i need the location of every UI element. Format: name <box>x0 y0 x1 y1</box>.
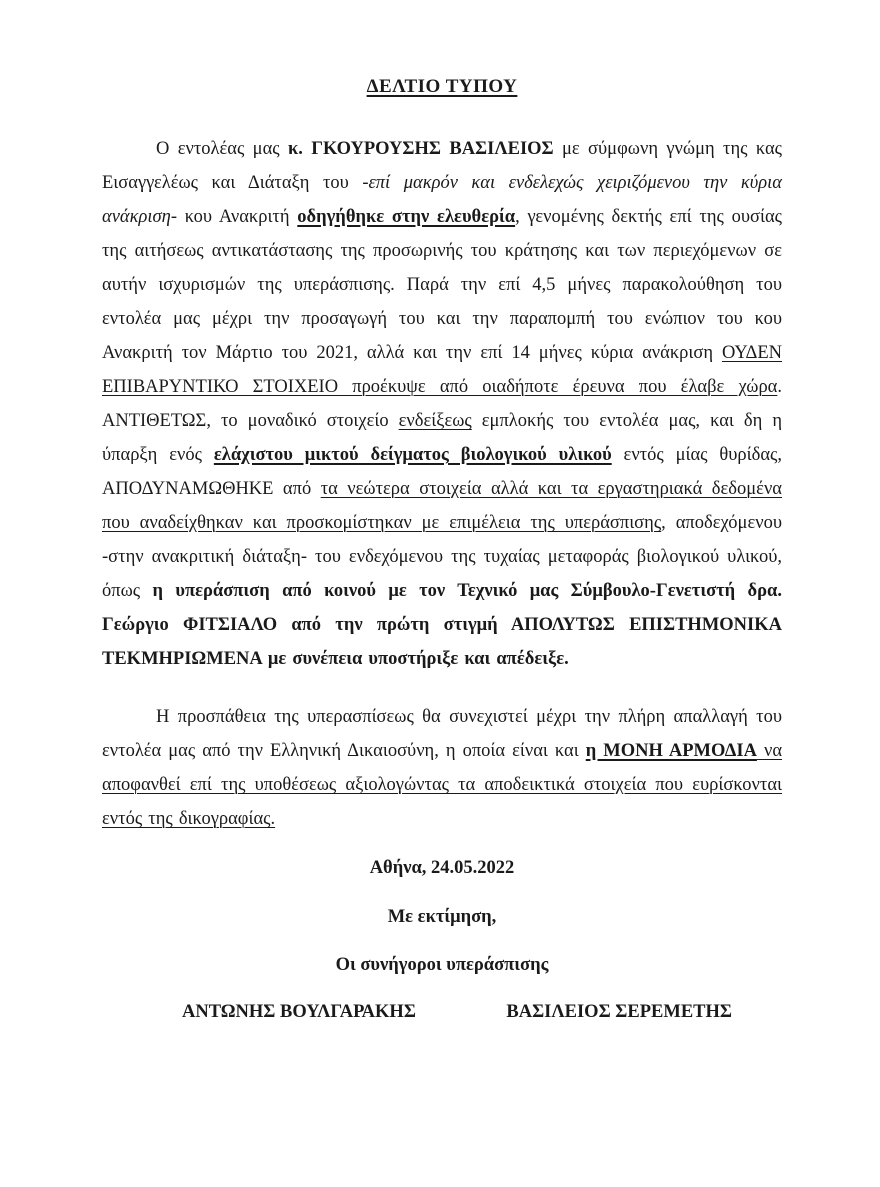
p1-text-8: . ΑΝΤΙΘΕΤΩΣ, το μοναδικό στοιχείο <box>102 377 782 431</box>
client-name: κ. ΓΚΟΥΡΟΥΣΗΣ ΒΑΣΙΛΕΙΟΣ <box>287 139 554 159</box>
p1-text-12: εντός μίας θυρίδας, ΑΠΟΔΥΝΑΜΩΘΗΚΕ από <box>102 445 782 499</box>
p2-underlined-text: να αποφανθεί επί της υποθέσεως αξιολογώντας τα αποδεικτικά στοιχεία που ευρίσκονται εντός της δικογραφίας. <box>102 741 783 829</box>
p1-text-6: , γενομένης δεκτής επί της ουσίας της αιτήσεως αντικατάστασης της προσωρινής του κράτησης και των περιεχόμενων σε αυτήν ισχυρισμών της υπεράσπισης. Παρά την επί 4,5 μήνες παρακολούθηση του εντολέα μας μέχρι την προσαγωγή του και την παραπομπή του ενώπιον του κου Ανακριτή τον Μάρτιο του 2021, αλλά και την επί 14 μήνες κύρια ανάκριση <box>102 207 782 363</box>
paragraph-defense-effort <box>102 700 782 836</box>
place-date-line: Αθήνα, 24.05.2022 <box>369 858 515 878</box>
p1-text-2: με σύμφωνη γνώμη της κας Εισαγγελέως και Διάταξη του - <box>102 139 782 193</box>
sole-competent-phrase: η ΜΟΝΗ ΑΡΜΟΔΙΑ <box>585 741 757 761</box>
p1-text-14: , αποδεχόμενου -στην ανακριτική διάταξη- του ενδεχόμενου της τυχαίας μεταφοράς βιολογικού υλικού, όπως <box>102 513 782 601</box>
paragraph-release-decision <box>102 132 782 676</box>
p1-intro-text: Ο εντολέας μας <box>156 139 288 159</box>
lab-data-phrase: τα νεώτερα στοιχεία αλλά και τα εργαστηριακά δεδομένα που αναδείχθηκαν και προσκομίστηκαν με επιμέλεια της υπεράσπισης <box>102 479 782 533</box>
signature-row <box>102 1002 782 1023</box>
signature-left: ΑΝΤΩΝΗΣ ΒΟΥΛΓΑΡΑΚΗΣ <box>182 1002 416 1022</box>
investigator-clause-italic: επί μακρόν και ενδελεχώς χειριζόμενου την κύρια ανάκριση- <box>102 173 782 227</box>
indication-word: ενδείξεως <box>398 411 472 431</box>
p1-text-10: εμπλοκής του εντολέα μας, και δη η ύπαρξη ενός <box>102 411 783 465</box>
document-title-text: ΔΕΛΤΙΟ ΤΥΠΟΥ <box>366 76 518 97</box>
document-title <box>102 76 782 98</box>
signature-right: ΒΑΣΙΛΕΙΟΣ ΣΕΡΕΜΕΤΗΣ <box>506 1002 732 1022</box>
signatories-label: Οι συνήγοροι υπεράσπισης <box>335 955 549 975</box>
p1-text-4: κου Ανακριτή <box>177 207 298 227</box>
dna-sample-phrase: ελάχιστου μικτού δείγματος βιολογικού υλικού <box>213 445 612 465</box>
p2-intro-text: Η προσπάθεια της υπερασπίσεως θα συνεχιστεί μέχρι την πλήρη απαλλαγή του εντολέα μας από την Ελληνική Δικαιοσύνη, η οποία είναι και <box>102 707 782 761</box>
release-phrase: οδηγήθηκε στην ελευθερία <box>297 207 516 227</box>
defense-expert-statement: η υπεράσπιση από κοινού με τον Τεχνικό μας Σύμβουλο-Γενετιστή δρα. Γεώργιο ΦΙΤΣΙΑΛΟ από την πρώτη στιγμή ΑΠΟΛΥΤΩΣ ΕΠΙΣΤΗΜΟΝΙΚΑ ΤΕΚΜΗΡΙΩΜΕΝΑ με συνέπεια υποστήριξε και απέδειξε. <box>102 581 782 669</box>
no-incriminating-evidence-phrase: ΟΥΔΕΝ ΕΠΙΒΑΡΥΝΤΙΚΟ ΣΤΟΙΧΕΙΟ προέκυψε από οιαδήποτε έρευνα που έλαβε χώρα <box>102 343 782 397</box>
salutation-line: Με εκτίμηση, <box>387 907 497 927</box>
